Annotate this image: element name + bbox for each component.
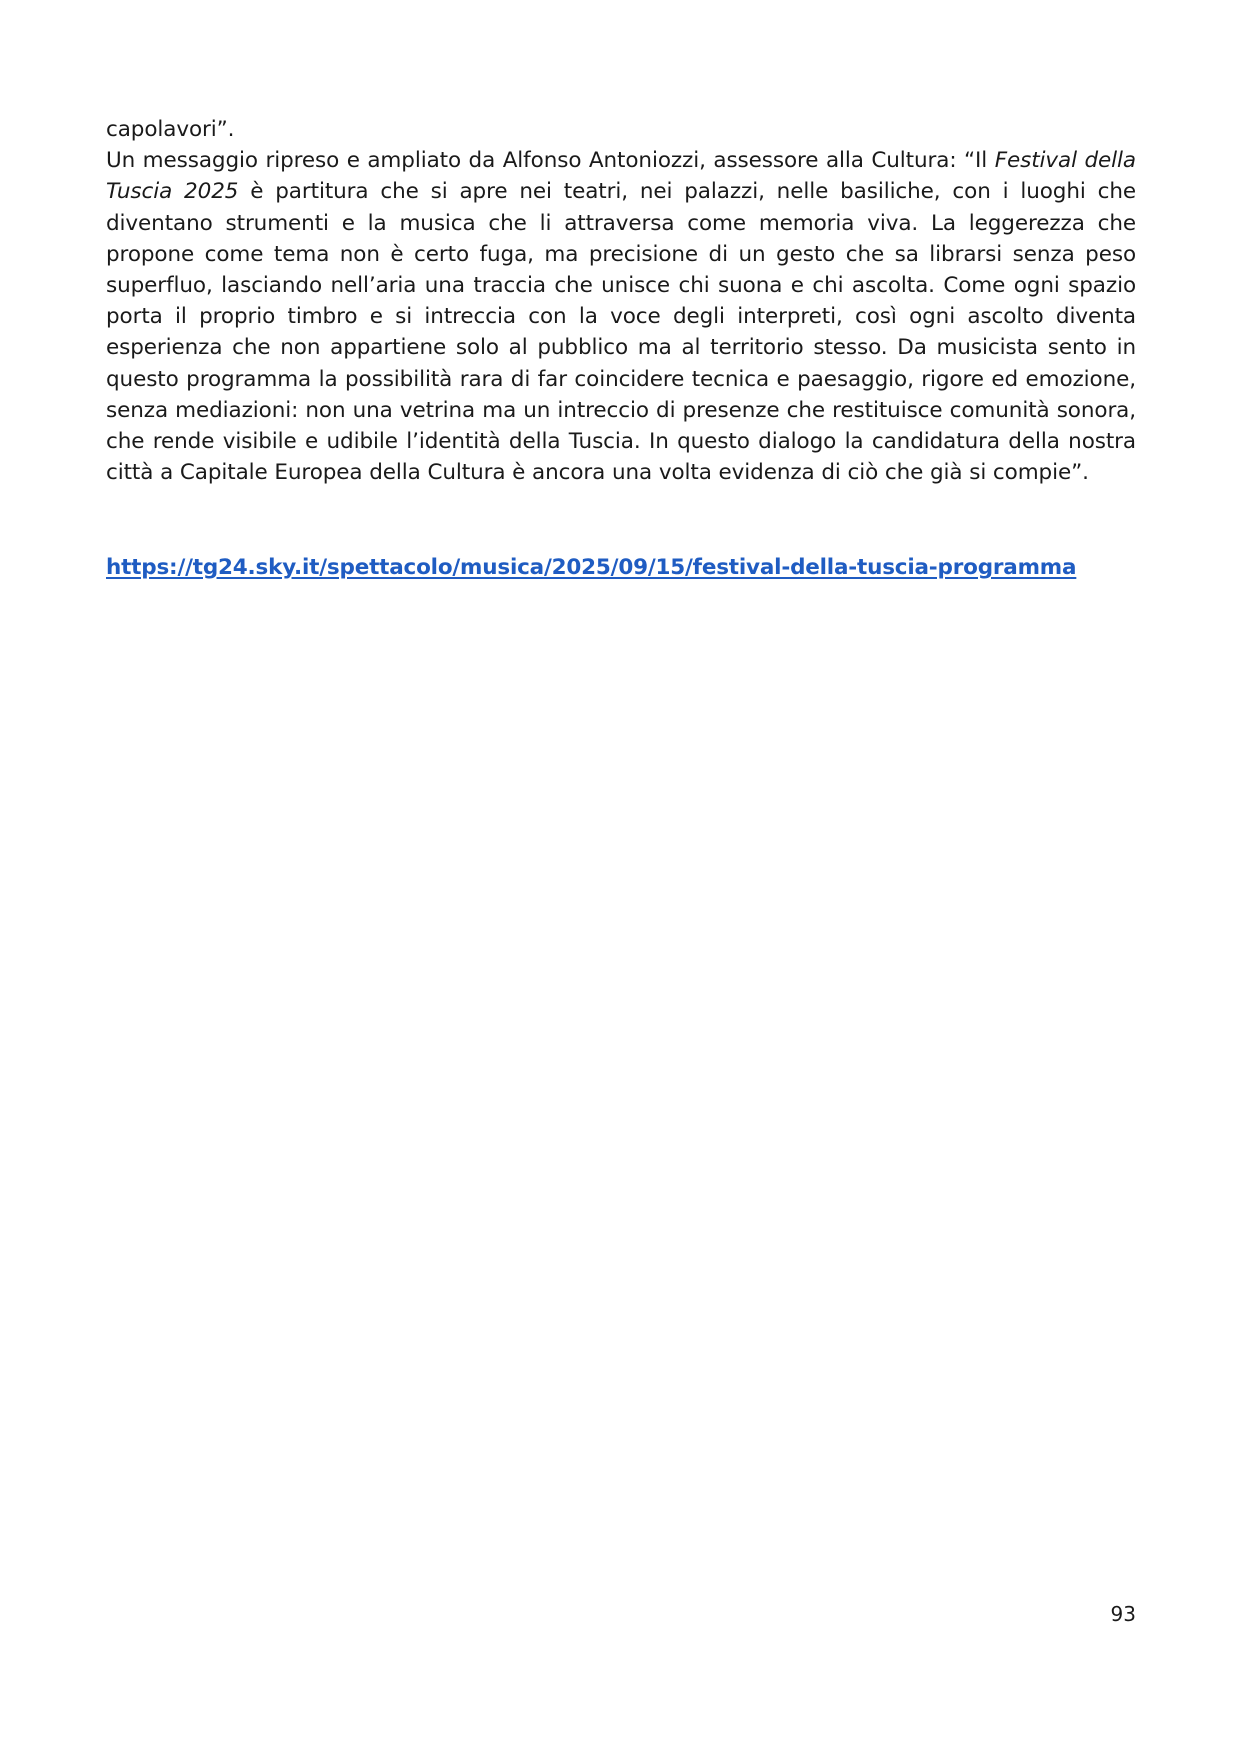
article-body [106, 114, 1136, 488]
paragraph-1: capolavori”. [106, 117, 235, 142]
paragraph-2-rest: è partitura che si apre nei teatri, nei palazzi, nelle basiliche, con i luoghi che diventano strumenti e la musica che li attraversa come memoria viva. La leggerezza che propone come tema non è certo fuga, ma precisione di un gesto che sa librarsi senza peso superfluo, lasciando nell’aria una traccia che unisce chi suona e chi ascolta. Come ogni spazio porta il proprio timbro e si intreccia con la voce degli interpreti, così ogni ascolto diventa esperienza che non appartiene solo al pubblico ma al territorio stesso. Da musicista sento in questo programma la possibilità rara di far coincidere tecnica e paesaggio, rigore ed emozione, senza mediazioni: non una vetrina ma un intreccio di presenze che restituisce comunità sonora, che rende visibile e udibile l’identità della Tuscia. In questo dialogo la candidatura della nostra città a Capitale Europea della Cultura è ancora una volta evidenza di ciò che già si compie”. [106, 179, 1137, 486]
page-number: 93 [1110, 1602, 1136, 1626]
festival-title-italic: Festival della Tuscia 2025 [106, 148, 1136, 205]
paragraph-2 [106, 145, 1136, 488]
paragraph-2-intro: Un messaggio ripreso e ampliato da Alfonso Antoniozzi, assessore alla Cultura: “Il [106, 148, 995, 174]
source-link[interactable]: https://tg24.sky.it/spettacolo/musica/2025/09/15/festival-della-tuscia-programma [106, 555, 1077, 580]
